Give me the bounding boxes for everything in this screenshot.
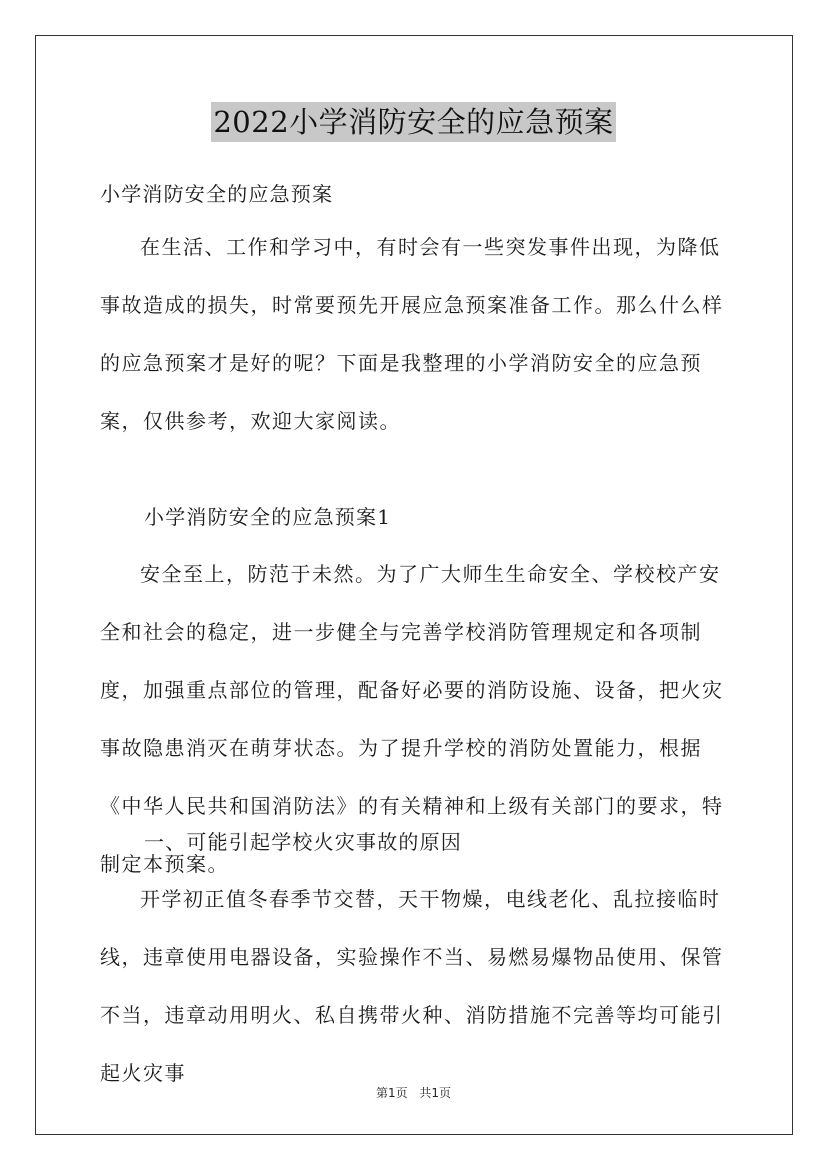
- page-total: 共1页: [419, 1086, 452, 1100]
- document-title: 2022小学消防安全的应急预案: [211, 102, 615, 142]
- page-number: 第1页: [375, 1086, 408, 1100]
- part1-paragraph: 开学初正值冬春季节交替，天干物燥，电线老化、乱拉接临时线，违章使用电器设备，实验操作不当、易燃易爆物品使用、保管不当，违章动用明火、私自携带火种、消防措施不完善等均可能引起火灾事: [100, 887, 724, 1085]
- intro-paragraph: 在生活、工作和学习中，有时会有一些突发事件出现，为降低事故造成的损失，时常要预先开展应急预案准备工作。那么什么样的应急预案才是好的呢？下面是我整理的小学消防安全的应急预案，仅供参考，欢迎大家阅读。: [100, 235, 724, 433]
- section1-heading: 小学消防安全的应急预案1: [144, 505, 392, 529]
- page-footer: [0, 1084, 827, 1101]
- section1-paragraph: 安全至上，防范于未然。为了广大师生生命安全、学校校产安全和社会的稳定，进一步健全与完善学校消防管理规定和各项制度，加强重点部位的管理，配备好必要的消防设施、设备，把火灾事故隐患消灭在萌芽状态。为了提升学校的消防处置能力，根据《中华人民共和国消防法》的有关精神和上级有关部门的要求，特制定本预案。: [100, 562, 724, 876]
- part1-heading: 一、可能引起学校火灾事故的原因: [144, 830, 462, 854]
- title-container: [0, 102, 827, 142]
- document-subtitle: 小学消防安全的应急预案: [100, 182, 334, 206]
